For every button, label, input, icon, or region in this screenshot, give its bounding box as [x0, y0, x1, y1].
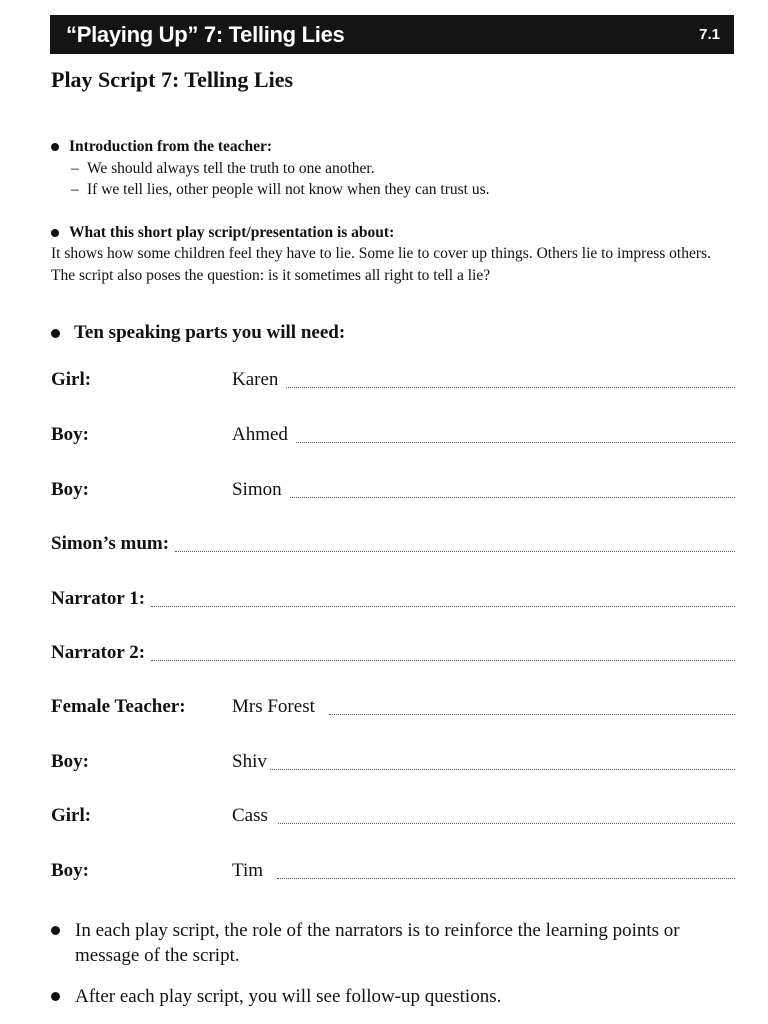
note-text: In each play script, the role of the narrators is to reinforce the learning points or message of the script.: [75, 920, 680, 966]
role-row-karen: [51, 367, 735, 391]
role-label: Narrator 2:: [51, 642, 146, 663]
introduction-item: [71, 160, 375, 178]
introduction-item-text: If we tell lies, other people will not know when they can trust us.: [87, 181, 490, 198]
role-label: Simon’s mum:: [51, 533, 170, 554]
about-heading-text: What this short play script/presentation is about:: [69, 224, 395, 241]
bullet-icon: [51, 229, 59, 237]
role-name: Shiv: [232, 751, 267, 772]
section-code: 7.1: [699, 26, 720, 43]
role-row-cass: [51, 803, 735, 827]
parts-heading-text: Ten speaking parts you will need:: [74, 322, 346, 343]
introduction-heading-text: Introduction from the teacher:: [69, 138, 273, 155]
bullet-icon: [51, 143, 59, 151]
role-label: Narrator 1:: [51, 588, 146, 609]
about-heading: [51, 224, 394, 242]
role-name-line[interactable]: [278, 823, 735, 824]
note-item: [51, 918, 741, 968]
role-name-line[interactable]: [290, 497, 735, 498]
role-name-line[interactable]: [286, 387, 735, 388]
role-name: Tim: [232, 860, 263, 881]
role-name-line[interactable]: [296, 442, 735, 443]
role-row-tim: [51, 858, 735, 882]
role-row-simons-mum: [51, 531, 735, 555]
role-label: Boy:: [51, 860, 89, 881]
introduction-heading: [51, 138, 272, 156]
role-row-narrator-1: [51, 586, 735, 610]
role-row-narrator-2: [51, 640, 735, 664]
role-name: Karen: [232, 369, 279, 390]
about-paragraph: It shows how some children feel they have to lie. Some lie to cover up things. Others lie to impress others. The script also poses the question: is it sometimes all right to tell a lie?: [51, 245, 711, 284]
role-label: Boy:: [51, 479, 89, 500]
role-row-shiv: [51, 749, 735, 773]
role-label: Female Teacher:: [51, 696, 186, 717]
role-name-line[interactable]: [151, 660, 735, 661]
role-name-line[interactable]: [175, 551, 735, 552]
bullet-icon: [51, 329, 60, 338]
role-label: Boy:: [51, 424, 89, 445]
role-name-line[interactable]: [277, 878, 735, 879]
header-bar: [50, 15, 734, 54]
role-label: Girl:: [51, 369, 92, 390]
header-title: “Playing Up” 7: Telling Lies: [66, 21, 345, 47]
role-name: Ahmed: [232, 424, 288, 445]
note-text: After each play script, you will see follow-up questions.: [75, 986, 502, 1007]
role-row-female-teacher: [51, 694, 735, 718]
role-row-ahmed: [51, 422, 735, 446]
role-name: Mrs Forest: [232, 696, 315, 717]
bullet-icon: [51, 926, 60, 935]
bullet-icon: [51, 992, 60, 1001]
page-title: Play Script 7: Telling Lies: [51, 67, 294, 92]
introduction-item: [71, 181, 489, 199]
introduction-item-text: We should always tell the truth to one another.: [87, 160, 375, 177]
parts-heading: [51, 322, 345, 344]
role-name: Cass: [232, 805, 268, 826]
dash-icon: –: [71, 181, 79, 198]
role-name-line[interactable]: [151, 606, 735, 607]
dash-icon: –: [71, 160, 79, 177]
role-label: Boy:: [51, 751, 89, 772]
role-row-simon: [51, 477, 735, 501]
role-name: Simon: [232, 479, 282, 500]
role-name-line[interactable]: [270, 769, 735, 770]
role-name-line[interactable]: [329, 714, 735, 715]
role-label: Girl:: [51, 805, 92, 826]
note-item: [51, 984, 741, 1009]
